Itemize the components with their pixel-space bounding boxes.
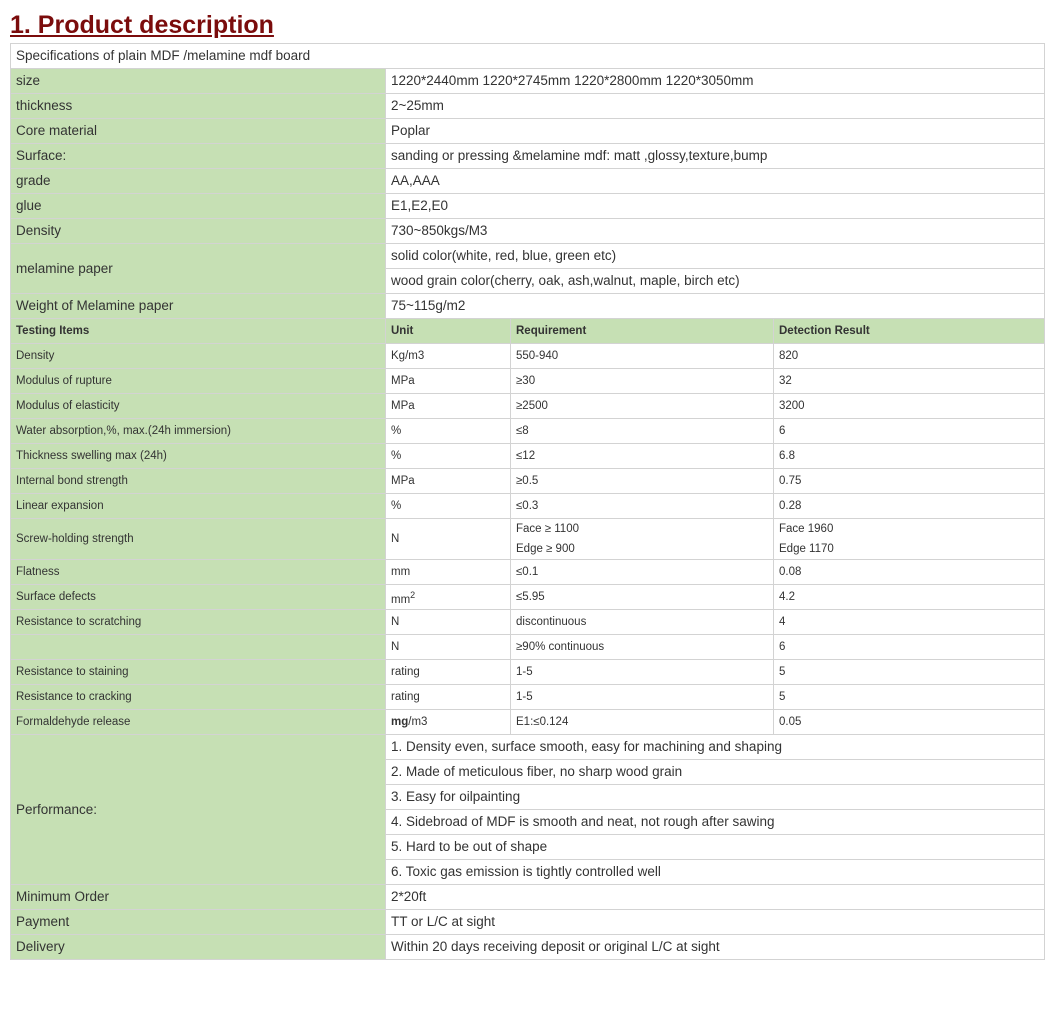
result-face: Face 1960 xyxy=(779,523,834,535)
table-row xyxy=(11,194,1045,219)
test-requirement: ≤0.1 xyxy=(511,560,774,585)
test-item: Internal bond strength xyxy=(11,469,386,494)
spec-label: size xyxy=(11,69,386,94)
test-requirement: 550-940 xyxy=(511,344,774,369)
performance-item: 4. Sidebroad of MDF is smooth and neat, not rough after sawing xyxy=(386,810,1045,835)
table-row xyxy=(11,94,1045,119)
test-unit: rating xyxy=(386,660,511,685)
spec-label: Payment xyxy=(11,910,386,935)
test-requirement: ≤12 xyxy=(511,444,774,469)
test-item-empty xyxy=(11,635,386,660)
page-title: 1. Product description xyxy=(10,11,274,39)
table-row xyxy=(11,885,1045,910)
performance-item: 6. Toxic gas emission is tightly controlled well xyxy=(386,860,1045,885)
spec-label: glue xyxy=(11,194,386,219)
unit-base: mm xyxy=(391,593,411,606)
test-requirement: ≥30 xyxy=(511,369,774,394)
spec-value: AA,AAA xyxy=(386,169,1045,194)
test-result: 32 xyxy=(774,369,1045,394)
test-result: 0.28 xyxy=(774,494,1045,519)
test-result: 5 xyxy=(774,660,1045,685)
table-row xyxy=(11,444,1045,469)
test-result: 6 xyxy=(774,419,1045,444)
test-unit: N xyxy=(386,635,511,660)
test-item: Surface defects xyxy=(11,585,386,610)
performance-item: 2. Made of meticulous fiber, no sharp wood grain xyxy=(386,760,1045,785)
requirement-edge: Edge ≥ 900 xyxy=(516,543,575,555)
spec-label: thickness xyxy=(11,94,386,119)
unit-bold: mg xyxy=(391,716,409,728)
table-row xyxy=(11,610,1045,635)
table-row xyxy=(11,910,1045,935)
table-row xyxy=(11,935,1045,960)
spec-label: Minimum Order xyxy=(11,885,386,910)
spec-label: Weight of Melamine paper xyxy=(11,294,386,319)
table-row xyxy=(11,560,1045,585)
table-row xyxy=(11,494,1045,519)
spec-label: Core material xyxy=(11,119,386,144)
test-unit: MPa xyxy=(386,394,511,419)
test-unit: mm xyxy=(386,560,511,585)
table-row xyxy=(11,735,1045,760)
test-requirement: ≥0.5 xyxy=(511,469,774,494)
test-unit: Kg/m3 xyxy=(386,344,511,369)
table-row xyxy=(11,144,1045,169)
table-row xyxy=(11,119,1045,144)
test-result: 4 xyxy=(774,610,1045,635)
test-requirement: discontinuous xyxy=(511,610,774,635)
test-requirement: 1-5 xyxy=(511,660,774,685)
spec-value: TT or L/C at sight xyxy=(386,910,1045,935)
test-item: Density xyxy=(11,344,386,369)
table-row xyxy=(11,244,1045,269)
performance-label: Performance: xyxy=(11,735,386,885)
test-item: Linear expansion xyxy=(11,494,386,519)
test-unit xyxy=(386,585,511,610)
spec-value: Within 20 days receiving deposit or original L/C at sight xyxy=(386,935,1045,960)
test-item: Resistance to scratching xyxy=(11,610,386,635)
spec-label: melamine paper xyxy=(11,244,386,294)
test-unit: % xyxy=(386,444,511,469)
test-result: 0.08 xyxy=(774,560,1045,585)
test-item: Modulus of rupture xyxy=(11,369,386,394)
test-result: 5 xyxy=(774,685,1045,710)
spec-value: solid color(white, red, blue, green etc) xyxy=(386,244,1045,269)
table-row xyxy=(11,169,1045,194)
spec-title: Specifications of plain MDF /melamine mdf board xyxy=(11,44,1045,69)
spec-label: Delivery xyxy=(11,935,386,960)
test-unit: N xyxy=(386,610,511,635)
test-item: Formaldehyde release xyxy=(11,710,386,735)
test-requirement: ≤5.95 xyxy=(511,585,774,610)
test-unit: N xyxy=(386,519,511,560)
spec-table xyxy=(10,43,1045,960)
result-edge: Edge 1170 xyxy=(779,543,834,555)
spec-value: sanding or pressing &melamine mdf: matt ,glossy,texture,bump xyxy=(386,144,1045,169)
table-row xyxy=(11,344,1045,369)
column-header: Testing Items xyxy=(11,319,386,344)
performance-item: 1. Density even, surface smooth, easy for machining and shaping xyxy=(386,735,1045,760)
test-requirement: ≤0.3 xyxy=(511,494,774,519)
table-row xyxy=(11,585,1045,610)
unit-exponent: 2 xyxy=(410,589,416,600)
table-row xyxy=(11,660,1045,685)
test-result xyxy=(774,519,1045,560)
test-requirement: ≥2500 xyxy=(511,394,774,419)
spec-value: 75~115g/m2 xyxy=(386,294,1045,319)
table-row xyxy=(11,219,1045,244)
table-row xyxy=(11,710,1045,735)
test-item: Water absorption,%, max.(24h immersion) xyxy=(11,419,386,444)
test-item: Thickness swelling max (24h) xyxy=(11,444,386,469)
test-requirement xyxy=(511,519,774,560)
test-unit: MPa xyxy=(386,469,511,494)
table-row xyxy=(11,69,1045,94)
requirement-face: Face ≥ 1100 xyxy=(516,523,579,535)
test-item: Modulus of elasticity xyxy=(11,394,386,419)
test-result: 820 xyxy=(774,344,1045,369)
table-row xyxy=(11,419,1045,444)
test-item: Screw-holding strength xyxy=(11,519,386,560)
performance-item: 3. Easy for oilpainting xyxy=(386,785,1045,810)
test-result: 6 xyxy=(774,635,1045,660)
table-row xyxy=(11,635,1045,660)
spec-value: 1220*2440mm 1220*2745mm 1220*2800mm 1220*3050mm xyxy=(386,69,1045,94)
test-requirement: E1:≤0.124 xyxy=(511,710,774,735)
column-header: Requirement xyxy=(511,319,774,344)
performance-item: 5. Hard to be out of shape xyxy=(386,835,1045,860)
test-unit xyxy=(386,710,511,735)
test-result: 6.8 xyxy=(774,444,1045,469)
test-item: Resistance to cracking xyxy=(11,685,386,710)
test-requirement: ≤8 xyxy=(511,419,774,444)
test-unit: % xyxy=(386,419,511,444)
spec-value: 730~850kgs/M3 xyxy=(386,219,1045,244)
table-row xyxy=(11,469,1045,494)
test-requirement: 1-5 xyxy=(511,685,774,710)
spec-label: grade xyxy=(11,169,386,194)
test-item: Flatness xyxy=(11,560,386,585)
test-unit: % xyxy=(386,494,511,519)
test-unit: MPa xyxy=(386,369,511,394)
spec-value: 2~25mm xyxy=(386,94,1045,119)
spec-value: Poplar xyxy=(386,119,1045,144)
test-result: 0.75 xyxy=(774,469,1045,494)
table-row xyxy=(11,369,1045,394)
spec-value: E1,E2,E0 xyxy=(386,194,1045,219)
test-item: Resistance to staining xyxy=(11,660,386,685)
spec-label: Density xyxy=(11,219,386,244)
spec-value: 2*20ft xyxy=(386,885,1045,910)
table-row xyxy=(11,519,1045,560)
test-result: 4.2 xyxy=(774,585,1045,610)
table-row xyxy=(11,685,1045,710)
test-result: 0.05 xyxy=(774,710,1045,735)
column-header: Detection Result xyxy=(774,319,1045,344)
table-row xyxy=(11,294,1045,319)
test-unit: rating xyxy=(386,685,511,710)
test-result: 3200 xyxy=(774,394,1045,419)
unit-rest: /m3 xyxy=(408,716,428,728)
column-header: Unit xyxy=(386,319,511,344)
test-requirement: ≥90% continuous xyxy=(511,635,774,660)
spec-label: Surface: xyxy=(11,144,386,169)
test-header-row xyxy=(11,319,1045,344)
table-row xyxy=(11,44,1045,69)
spec-value: wood grain color(cherry, oak, ash,walnut, maple, birch etc) xyxy=(386,269,1045,294)
table-row xyxy=(11,394,1045,419)
